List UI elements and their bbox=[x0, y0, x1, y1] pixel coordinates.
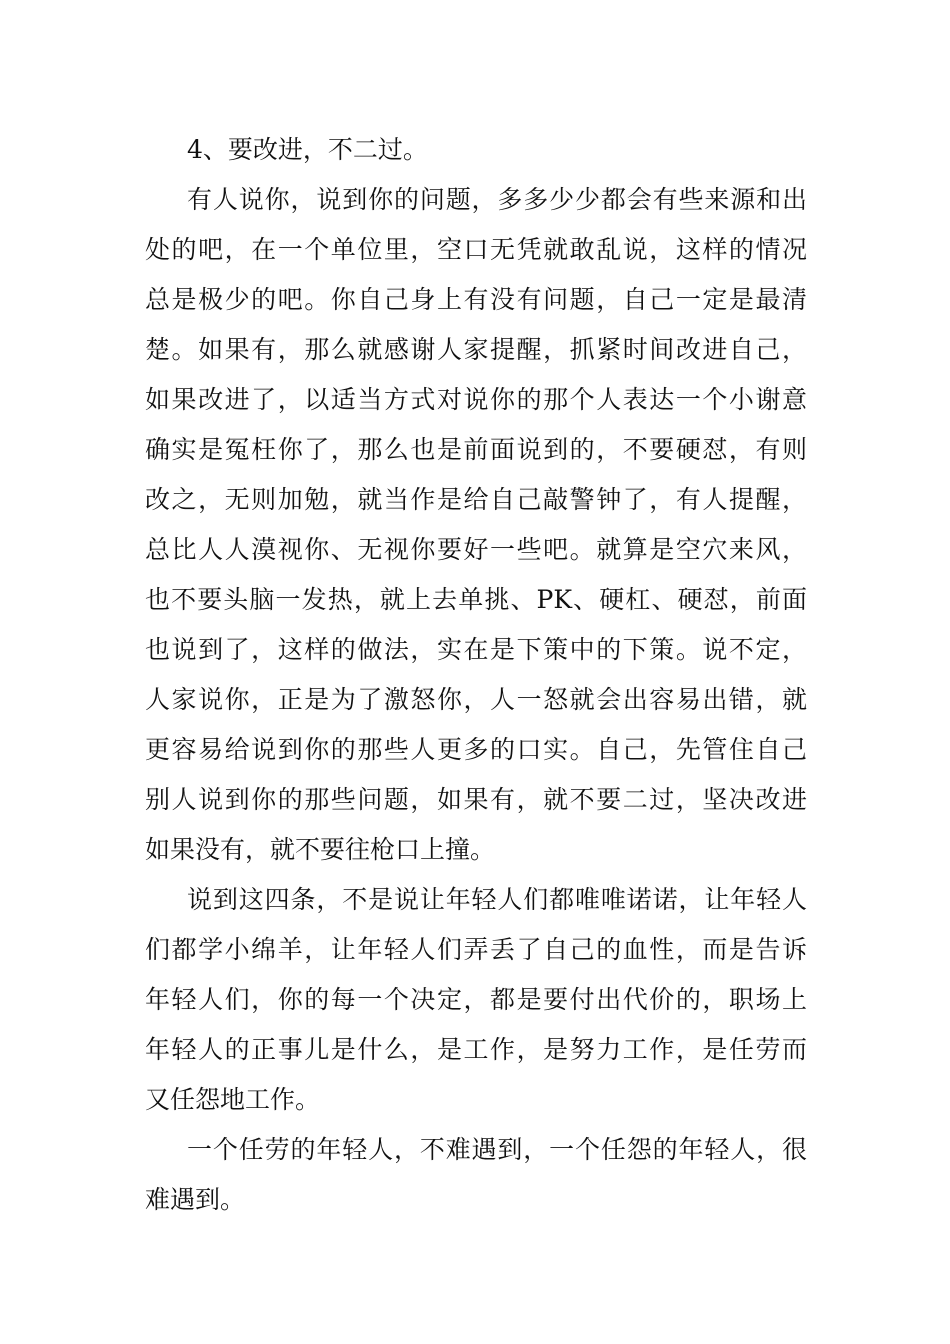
paragraph-line: 改之，无则加勉，就当作是给自己敲警钟了，有人提醒， bbox=[145, 485, 807, 514]
paragraph-line: 也不要头脑一发热，就上去单挑、PK、硬杠、硬怼，前面 bbox=[145, 585, 807, 614]
paragraph-line: 别人说到你的那些问题，如果有，就不要二过，坚决改进 bbox=[145, 785, 807, 814]
paragraph-1 bbox=[145, 175, 807, 875]
paragraph-line: 总是极少的吧。你自己身上有没有问题，自己一定是最清 bbox=[145, 285, 807, 314]
paragraph-line: 确实是冤枉你了，那么也是前面说到的，不要硬怼，有则 bbox=[145, 435, 807, 464]
paragraph-3 bbox=[145, 1125, 807, 1225]
paragraph-line: 人家说你，正是为了激怒你，人一怒就会出容易出错，就 bbox=[145, 685, 807, 714]
paragraph-line: 一个任劳的年轻人，不难遇到，一个任怨的年轻人，很 bbox=[187, 1135, 807, 1164]
paragraph-line: 楚。如果有，那么就感谢人家提醒，抓紧时间改进自己， bbox=[145, 335, 807, 364]
paragraph-line: 又任怨地工作。 bbox=[145, 1085, 321, 1114]
paragraph-line: 们都学小绵羊，让年轻人们弄丢了自己的血性，而是告诉 bbox=[145, 935, 807, 964]
paragraph-line: 更容易给说到你的那些人更多的口实。自己，先管住自己 bbox=[145, 735, 807, 764]
paragraph-line: 有人说你，说到你的问题，多多少少都会有些来源和出 bbox=[187, 185, 807, 214]
paragraph-line: 年轻人们，你的每一个决定，都是要付出代价的，职场上 bbox=[145, 985, 807, 1014]
section-heading: 4、要改进，不二过。 bbox=[187, 135, 428, 164]
paragraph-line: 难遇到。 bbox=[145, 1185, 246, 1214]
paragraph-line: 总比人人漠视你、无视你要好一些吧。就算是空穴来风， bbox=[145, 535, 807, 564]
paragraph-line: 说到这四条，不是说让年轻人们都唯唯诺诺，让年轻人 bbox=[187, 885, 807, 914]
paragraph-line: 如果改进了，以适当方式对说你的那个人表达一个小谢意 bbox=[145, 385, 807, 414]
paragraph-line: 处的吧，在一个单位里，空口无凭就敢乱说，这样的情况 bbox=[145, 235, 807, 264]
paragraph-line: 如果没有，就不要往枪口上撞。 bbox=[145, 835, 496, 864]
paragraph-line: 也说到了，这样的做法，实在是下策中的下策。说不定， bbox=[145, 635, 807, 664]
paragraph-2 bbox=[145, 875, 807, 1125]
document-body bbox=[145, 125, 807, 1225]
paragraph-line: 年轻人的正事儿是什么，是工作，是努力工作，是任劳而 bbox=[145, 1035, 807, 1064]
